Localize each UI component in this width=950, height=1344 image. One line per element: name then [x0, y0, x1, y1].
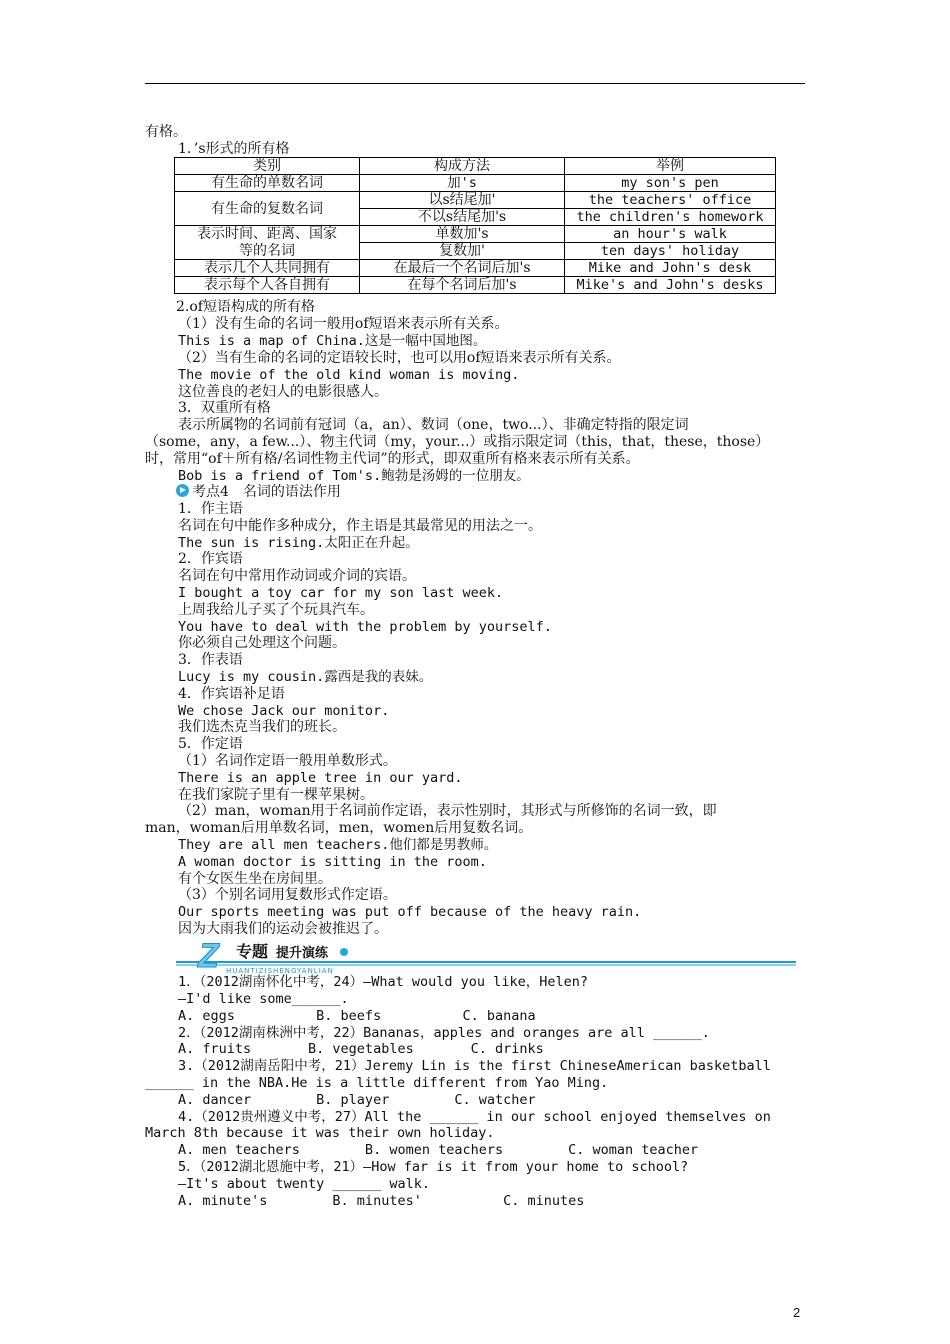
question-stem: 5．（2012湖北恩施中考，21）—How far is it from your home to school?	[178, 1159, 689, 1175]
example-sentence: Lucy is my cousin.露西是我的表妹。	[178, 669, 433, 685]
table-cell: 表示每个人各自拥有	[175, 277, 360, 294]
section-heading: 1．作主语	[178, 501, 243, 517]
text-line: 名词在句中常用作动词或介词的宾语。	[178, 568, 416, 584]
text-line: （1）名词作定语一般用单数形式。	[178, 753, 397, 769]
banner-title: 专题	[236, 942, 269, 961]
example-sentence: This is a map of China.这是一幅中国地图。	[178, 333, 487, 349]
question-options: A. dancer B. player C. watcher	[178, 1092, 536, 1108]
table-cell: 在最后一个名词后加's	[360, 260, 565, 277]
example-sentence: The sun is rising.太阳正在升起。	[178, 535, 419, 551]
table-cell: 表示几个人共同拥有	[175, 260, 360, 277]
banner-letter: Z	[198, 937, 219, 975]
example-sentence: The movie of the old kind woman is moving.	[178, 367, 520, 383]
text-line: （1）没有生命的名词一般用of短语来表示所有关系。	[178, 316, 509, 332]
table-header: 构成方法	[360, 158, 565, 175]
section-heading: 3．双重所有格	[178, 400, 271, 416]
practice-section-banner	[176, 937, 796, 977]
table-header: 类别	[175, 158, 360, 175]
text-line: 表示所属物的名词前有冠词（a，an）、数词（one，two...）、非确定特指的限定词	[178, 417, 689, 433]
text-line: （2）当有生命的名词的定语较长时，也可以用of短语来表示所有关系。	[178, 350, 621, 366]
text-line: 有个女医生坐在房间里。	[178, 871, 332, 887]
text-line: 我们选杰克当我们的班长。	[178, 719, 346, 735]
table-cell: 复数加'	[360, 243, 565, 260]
text-line: 你必须自己处理这个问题。	[178, 635, 346, 651]
arrow-badge-icon	[176, 484, 189, 497]
example-sentence: We chose Jack our monitor.	[178, 703, 390, 719]
example-sentence: Our sports meeting was put off because of the heavy rain.	[178, 904, 642, 920]
table-cell: 有生命的复数名词	[175, 192, 360, 226]
example-sentence: I bought a toy car for my son last week.	[178, 585, 504, 601]
banner-pinyin: HUANTIZISHENGYANLIAN	[226, 967, 334, 975]
text-line: man，woman后用单数名词，men，women后用复数名词。	[145, 820, 533, 836]
text-line: 这位善良的老妇人的电影很感人。	[178, 384, 388, 400]
banner-subtitle: 提升演练	[276, 946, 329, 961]
table-cell: the teachers' office	[565, 192, 776, 209]
table-cell: Mike and John's desk	[565, 260, 776, 277]
header-rule	[145, 83, 805, 84]
section-heading: 2．作宾语	[178, 551, 243, 567]
text-line: 时，常用“of＋所有格/名词性物主代词”的形式，即双重所有格来表示所有关系。	[145, 451, 640, 467]
topic-heading: 考点4 名词的语法作用	[192, 484, 341, 500]
table-cell: 以s结尾加'	[360, 192, 565, 209]
table-cell: 等的名词	[175, 243, 360, 260]
question-stem: 4.（2012贵州遵义中考，27）All the ______ in our school enjoyed themselves on	[178, 1109, 771, 1125]
example-sentence: Bob is a friend of Tom's.鲍勃是汤姆的一位朋友。	[178, 468, 530, 484]
section-heading: 2.of短语构成的所有格	[176, 299, 315, 315]
table-cell: 不以s结尾加's	[360, 209, 565, 226]
example-sentence: You have to deal with the problem by yourself.	[178, 619, 552, 635]
possessive-table	[174, 157, 776, 294]
question-options: A. fruits B. vegetables C. drinks	[178, 1041, 544, 1057]
question-stem: —I'd like some______.	[178, 991, 349, 1007]
banner-dot-icon	[340, 948, 348, 956]
question-options: A. men teachers B. women teachers C. woman teacher	[178, 1142, 699, 1158]
section-heading: 1．’s形式的所有格	[178, 141, 290, 157]
question-stem: 2．（2012湖南株洲中考，22）Bananas，apples and oranges are all ______.	[178, 1025, 710, 1041]
question-stem: ______ in the NBA.He is a little different from Yao Ming.	[145, 1075, 609, 1091]
table-cell: 表示时间、距离、国家	[175, 226, 360, 243]
text-line: （2）man，woman用于名词前作定语，表示性别时，其形式与所修饰的名词一致，即	[178, 803, 717, 819]
question-options: A. eggs B. beefs C. banana	[178, 1008, 536, 1024]
text-line: 上周我给儿子买了个玩具汽车。	[178, 602, 374, 618]
table-header: 举例	[565, 158, 776, 175]
question-stem: 1．（2012湖南怀化中考，24）—What would you like，Helen?	[178, 974, 588, 990]
table-cell: the children's homework	[565, 209, 776, 226]
section-heading: 3．作表语	[178, 652, 243, 668]
question-stem: March 8th because it was their own holiday.	[145, 1125, 495, 1141]
text-line: （3）个别名词用复数形式作定语。	[178, 887, 397, 903]
table-cell: an hour's walk	[565, 226, 776, 243]
text-line: 在我们家院子里有一棵苹果树。	[178, 787, 374, 803]
text-line: 因为大雨我们的运动会被推迟了。	[178, 921, 388, 937]
question-stem: 3.（2012湖南岳阳中考，21）Jeremy Lin is the first ChineseAmerican basketball	[178, 1058, 771, 1074]
question-stem: —It's about twenty ______ walk.	[178, 1176, 430, 1192]
section-heading: 4．作宾语补足语	[178, 686, 285, 702]
table-cell: 有生命的单数名词	[175, 175, 360, 192]
table-cell: 在每个名词后加's	[360, 277, 565, 294]
table-cell: 单数加's	[360, 226, 565, 243]
section-heading: 5．作定语	[178, 736, 243, 752]
table-cell: my son's pen	[565, 175, 776, 192]
table-cell: Mike's and John's desks	[565, 277, 776, 294]
text-line: 有格。	[145, 124, 187, 140]
table-cell: 加's	[360, 175, 565, 192]
text-line: 名词在句中能作多种成分，作主语是其最常见的用法之一。	[178, 518, 542, 534]
question-options: A. minute's B. minutes' C. minutes	[178, 1193, 585, 1209]
page-number: 2	[793, 1305, 801, 1320]
table-cell: ten days' holiday	[565, 243, 776, 260]
example-sentence: There is an apple tree in our yard.	[178, 770, 463, 786]
text-line: （some，any，a few...）、物主代词（my，your...）或指示限定词（this，that，these，those）	[145, 434, 770, 450]
example-sentence: They are all men teachers.他们都是男教师。	[178, 837, 498, 853]
example-sentence: A woman doctor is sitting in the room.	[178, 854, 487, 870]
